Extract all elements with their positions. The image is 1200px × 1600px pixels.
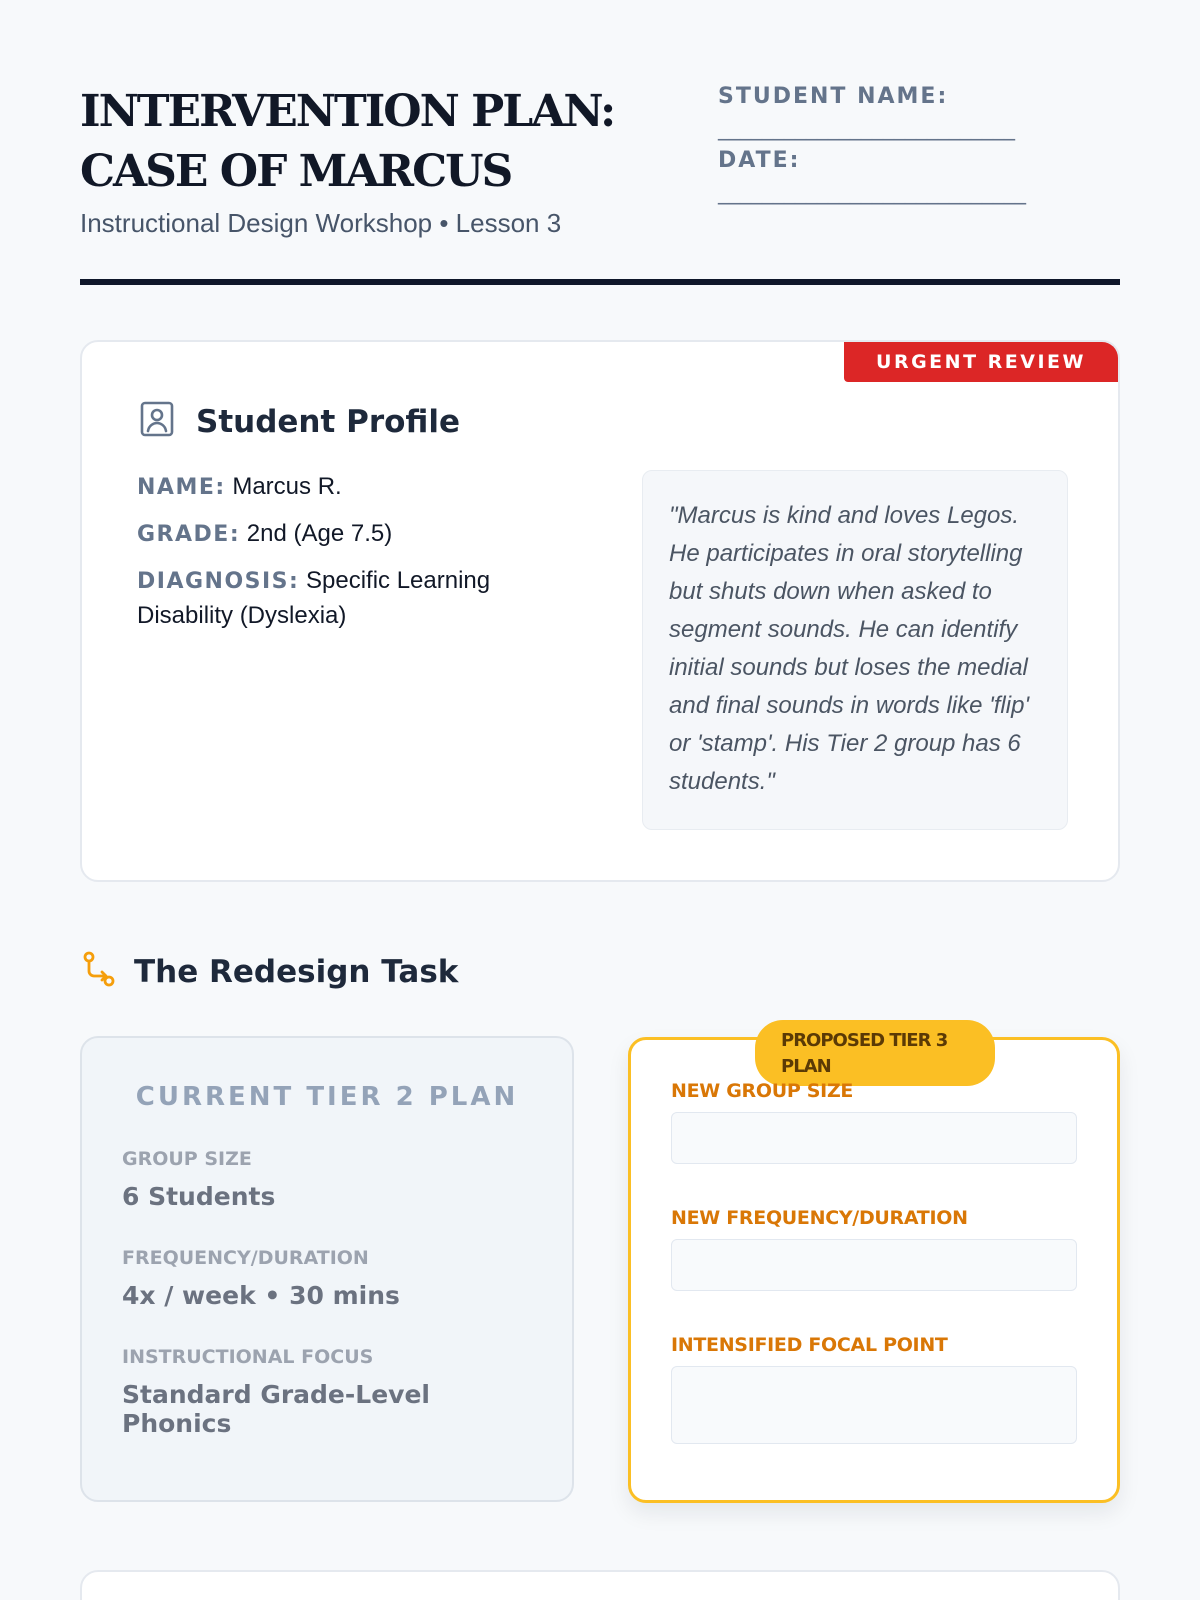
- current-field-label: FREQUENCY/DURATION: [122, 1247, 369, 1269]
- date-line[interactable]: ____________________________: [718, 180, 1026, 205]
- current-focus: [122, 1346, 532, 1438]
- profile-title: Student Profile: [196, 403, 461, 440]
- current-field-value: 4x / week • 30 mins: [122, 1281, 400, 1310]
- user-portrait-icon: [138, 400, 176, 443]
- proposed-plan-badge: PROPOSED TIER 3 PLAN: [755, 1020, 995, 1086]
- new-frequency-input[interactable]: [671, 1239, 1077, 1291]
- current-field-label: INSTRUCTIONAL FOCUS: [122, 1346, 374, 1368]
- student-name-line[interactable]: ___________________________: [718, 116, 1015, 141]
- current-field-label: GROUP SIZE: [122, 1148, 252, 1170]
- intensified-focal-point-input[interactable]: [671, 1366, 1077, 1444]
- student-profile-card: [80, 340, 1120, 882]
- fact-grade: [137, 517, 517, 552]
- new-group-size-field: [671, 1080, 1077, 1164]
- profile-header: [138, 400, 460, 443]
- page-header: [80, 82, 1120, 239]
- redesign-header: [80, 950, 458, 993]
- fact-diagnosis: [137, 564, 517, 633]
- field-label: NEW FREQUENCY/DURATION: [671, 1207, 968, 1229]
- page-title: INTERVENTION PLAN: CASE OF MARCUS: [80, 86, 615, 197]
- git-compare-icon: [80, 950, 118, 993]
- field-label: INTENSIFIED FOCAL POINT: [671, 1334, 948, 1356]
- current-field-value: Standard Grade-Level Phonics: [122, 1380, 430, 1438]
- student-facts: [137, 470, 517, 645]
- student-name-label: STUDENT NAME:: [718, 84, 949, 109]
- redesign-title: The Redesign Task: [134, 953, 459, 990]
- proposed-plan-card: [628, 1030, 1120, 1503]
- new-group-size-input[interactable]: [671, 1112, 1077, 1164]
- header-divider: [80, 279, 1120, 285]
- current-frequency: [122, 1247, 532, 1310]
- fact-key: GRADE:: [137, 522, 241, 547]
- date-label: DATE:: [718, 148, 801, 173]
- current-plan-title: CURRENT TIER 2 PLAN: [135, 1082, 519, 1112]
- urgent-review-badge: URGENT REVIEW: [844, 342, 1118, 382]
- fact-value: Marcus R.: [232, 473, 342, 500]
- new-frequency-field: [671, 1207, 1077, 1291]
- current-field-value: 6 Students: [122, 1182, 276, 1211]
- next-section-card: [80, 1570, 1120, 1600]
- fact-key: NAME:: [137, 475, 226, 500]
- fact-value: Specific Learning Disability (Dyslexia): [137, 567, 491, 629]
- fact-value: 2nd (Age 7.5): [246, 520, 393, 547]
- current-group-size: [122, 1148, 532, 1211]
- fact-name: [137, 470, 517, 505]
- teacher-quote: "Marcus is kind and loves Legos. He participates in oral storytelling but shuts down when asked to segment sounds. He can identify initial sounds but loses the medial and final sounds in words like 'flip' or 'stamp'. His Tier 2 group has 6 students.": [642, 470, 1068, 830]
- intensified-focal-point-field: [671, 1334, 1077, 1444]
- student-meta: [718, 82, 1118, 210]
- fact-key: DIAGNOSIS:: [137, 569, 300, 594]
- page-subtitle: Instructional Design Workshop • Lesson 3: [80, 208, 562, 238]
- field-label: NEW GROUP SIZE: [671, 1080, 854, 1102]
- current-plan-card: [80, 1036, 574, 1502]
